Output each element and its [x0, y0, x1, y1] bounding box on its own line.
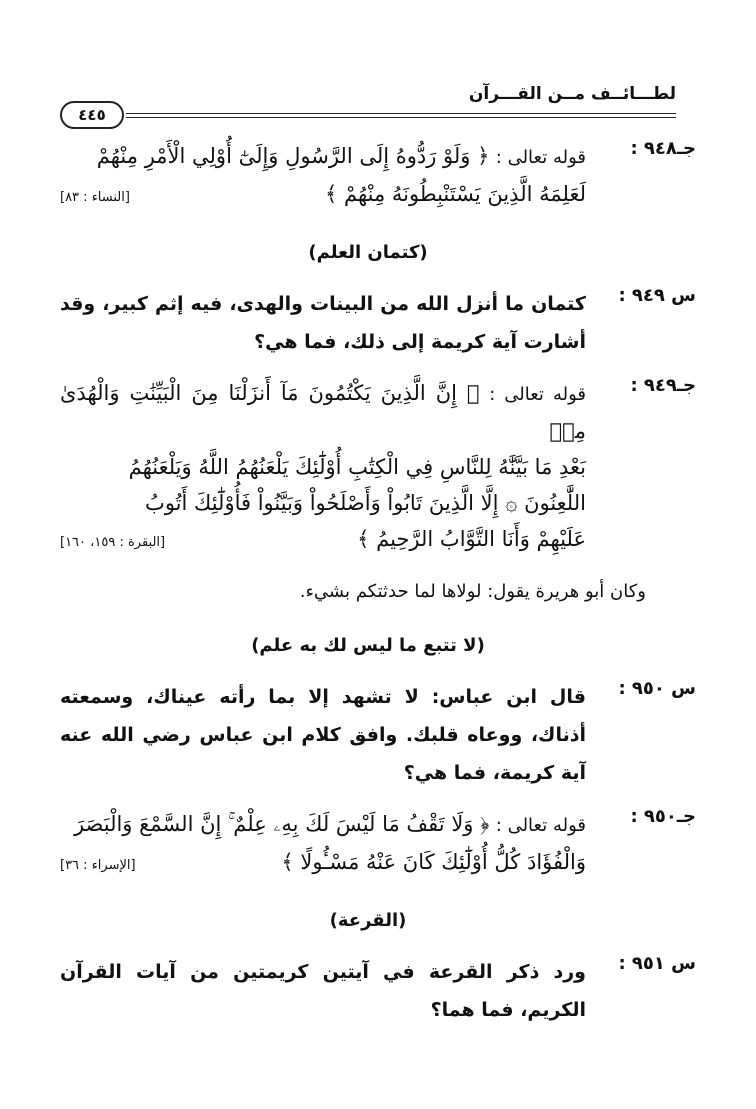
- question-949: [60, 285, 696, 361]
- header-rule: [126, 113, 676, 114]
- answer-948: [60, 138, 696, 216]
- question-text: كتمان ما أنزل الله من البينات والهدى، فيه إثم كبير، وقد أشارت آية كريمة إلى ذلك، فما هي؟: [60, 293, 586, 353]
- header-rule-double: [126, 117, 676, 118]
- section-title: (لا تتبع ما ليس لك به علم): [251, 635, 485, 656]
- answer-950: [60, 806, 696, 884]
- verse-reference: [الإسراء : ٣٦]: [60, 858, 136, 873]
- question-text: قال ابن عباس: لا تشهد إلا بما رأته عيناك، وسمعته أذناك، ووعاه قلبك. وافق كلام ابن عباس رضي الله عنه آية كريمة، فما هي؟: [60, 686, 586, 784]
- page-number: ٤٤٥: [60, 101, 124, 129]
- quran-verse: ﴿ وَلَوْ رَدُّوهُ إِلَى الرَّسُولِ وَإِلَىٰٓ أُوْلِي الْأَمْرِ مِنْهُمْ: [96, 144, 490, 168]
- answer-intro: قوله تعالى :: [489, 384, 586, 405]
- quran-verse: ﴿ وَلَا تَقْفُ مَا لَيْسَ لَكَ بِهِۦ عِلْمٌ ۚ إِنَّ السَّمْعَ وَالْبَصَرَ: [73, 812, 490, 836]
- quran-verse: لَعَلِمَهُ الَّذِينَ يَسْتَنْبِطُونَهُ مِنْهُمْ ﴾: [325, 182, 586, 206]
- answer-label: جـ٩٥٠ :: [630, 806, 696, 827]
- quran-verse: اللَّٰعِنُونَ ۞ إِلَّا الَّذِينَ تَابُواْ وَأَصْلَحُواْ وَبَيَّنُواْ فَأُوْلَٰٓئِكَ أَتُوبُ: [145, 491, 586, 515]
- question-text: ورد ذكر القرعة في آيتين كريمتين من آيات القرآن الكريم، فما هما؟: [60, 961, 586, 1021]
- question-label: س ٩٥١ :: [618, 953, 696, 974]
- verse-reference: [النساء : ٨٣]: [60, 190, 130, 205]
- answer-label: جـ٩٤٨ :: [630, 138, 696, 159]
- page-header: [60, 80, 676, 124]
- answer-label: جـ٩٤٩ :: [630, 375, 696, 396]
- book-page: [60, 80, 696, 1029]
- verse-reference: [البقرة : ١٥٩، ١٦٠]: [60, 535, 166, 550]
- narration-note: وكان أبو هريرة يقول: لولاها لما حدثتكم بشيء.: [299, 581, 646, 602]
- quran-verse: ﴿ إِنَّ الَّذِينَ يَكْتُمُونَ مَآ أَنزَلْنَا مِنَ الْبَيِّنَٰتِ وَالْهُدَىٰ مِنۢ: [60, 381, 586, 443]
- answer-949: [60, 375, 696, 561]
- book-title: لطـــائــف مــن القـــرآن: [468, 84, 676, 104]
- question-950: [60, 678, 696, 792]
- quran-verse: وَالْفُؤَادَ كُلُّ أُوْلَٰٓئِكَ كَانَ عَنْهُ مَسْـُٔولًا ﴾: [281, 850, 586, 874]
- section-title: (كتمان العلم): [308, 242, 428, 263]
- quran-verse: بَعْدِ مَا بَيَّنَّٰهُ لِلنَّاسِ فِي الْكِتَٰبِ أُوْلَٰٓئِكَ يَلْعَنُهُمُ اللَّهُ وَيَلْعَنُهُمُ: [128, 455, 586, 479]
- quran-verse: عَلَيْهِمْ وَأَنَا التَّوَّابُ الرَّحِيمُ ﴾: [357, 527, 586, 551]
- answer-intro: قوله تعالى :: [495, 815, 586, 836]
- section-title: (القرعة): [329, 910, 407, 931]
- question-951: [60, 953, 696, 1029]
- question-label: س ٩٤٩ :: [618, 285, 696, 306]
- answer-intro: قوله تعالى :: [495, 147, 586, 168]
- question-label: س ٩٥٠ :: [618, 678, 696, 699]
